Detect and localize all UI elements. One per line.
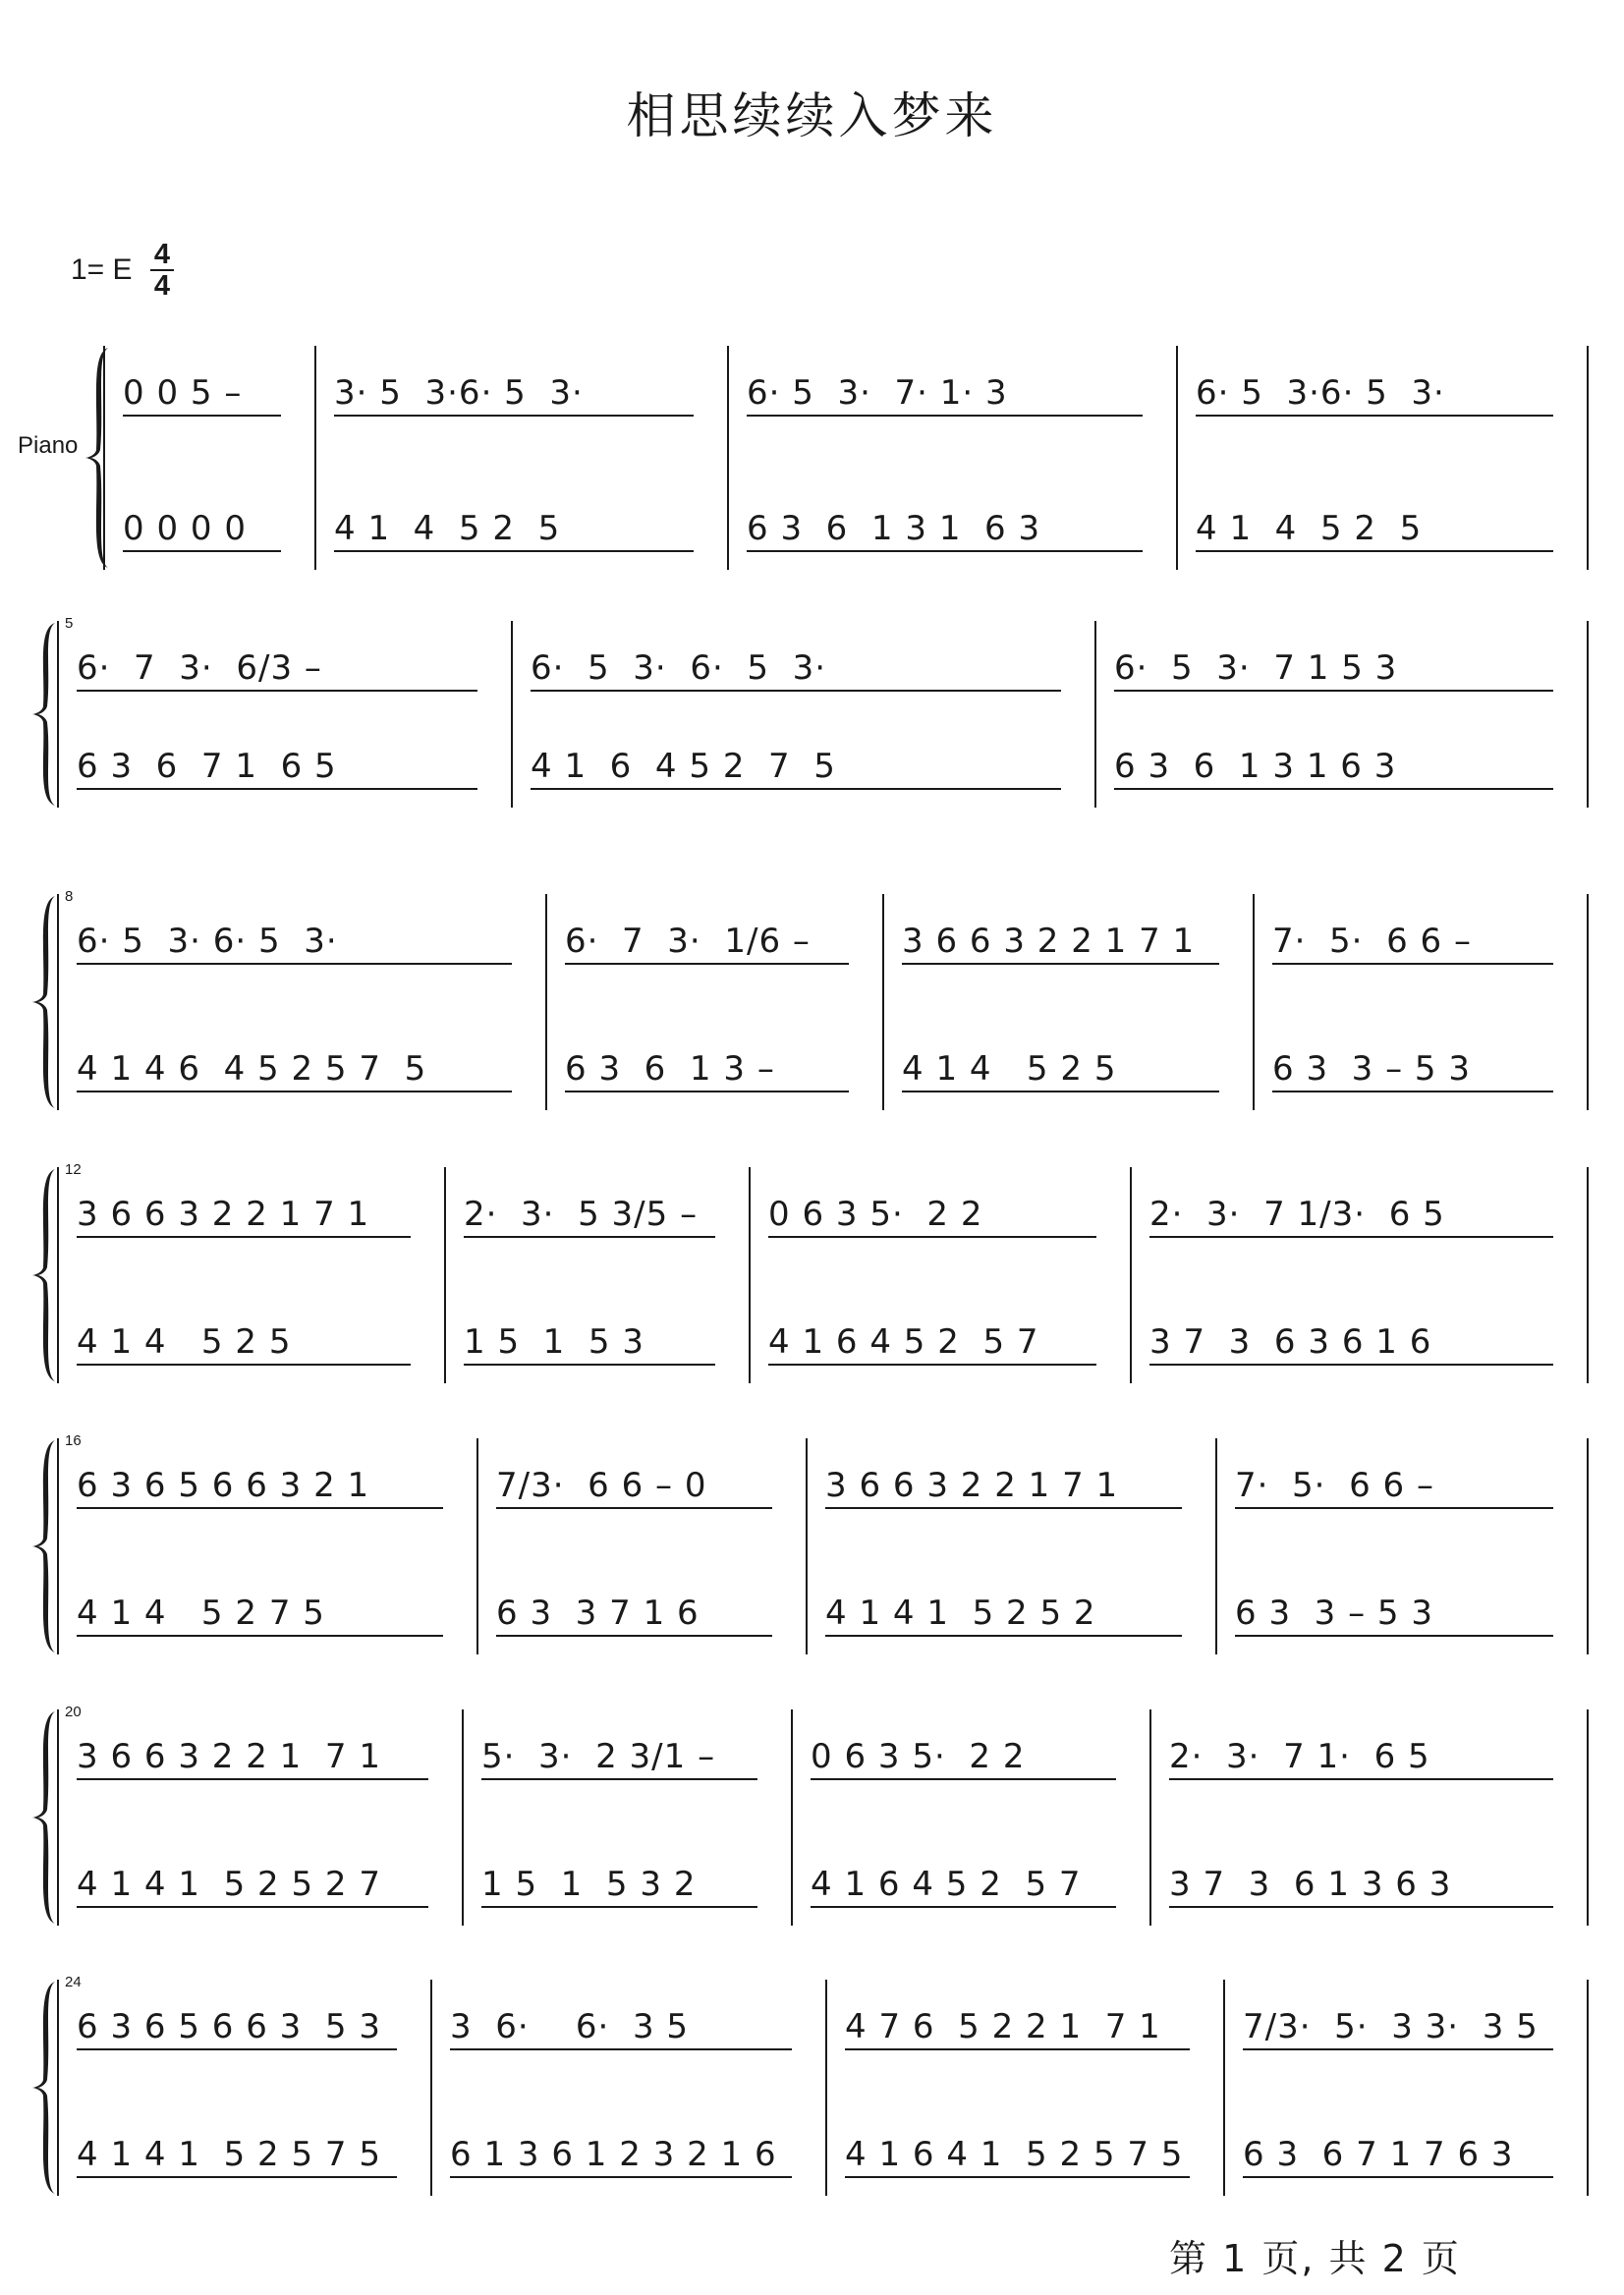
barline <box>1587 621 1589 808</box>
measure-number: 12 <box>65 1161 82 1178</box>
barline <box>103 346 105 570</box>
staff-system <box>0 615 1624 808</box>
bass-notes: 4 1 6 4 5 2 7 5 <box>531 747 836 786</box>
beam-line <box>1169 1906 1553 1908</box>
barline <box>57 1167 59 1383</box>
barline <box>462 1709 464 1926</box>
barline <box>57 894 59 1110</box>
beam-line <box>481 1906 757 1908</box>
barline <box>1587 346 1589 570</box>
beam-line <box>1149 1236 1553 1238</box>
beam-line <box>1149 1364 1553 1366</box>
treble-notes: 3· 5 3·6· 5 3· <box>334 373 584 413</box>
staff-system <box>0 346 1624 570</box>
measure-number: 16 <box>65 1432 82 1449</box>
staff-system <box>0 1704 1624 1926</box>
bass-notes: 6 3 6 1 3 – <box>565 1049 775 1089</box>
beam-line <box>747 415 1143 417</box>
beam-line <box>1235 1635 1553 1637</box>
beam-line <box>1235 1507 1553 1509</box>
beam-line <box>811 1906 1116 1908</box>
measure-number: 5 <box>65 615 74 632</box>
beam-line <box>565 963 849 965</box>
instrument-label: Piano <box>18 432 79 459</box>
treble-notes: 3 6 6 3 2 2 1 7 1 <box>825 1466 1119 1505</box>
bass-notes: 1 5 1 5 3 <box>464 1322 645 1362</box>
barline <box>749 1167 751 1383</box>
beam-line <box>481 1778 757 1780</box>
treble-notes: 7· 5· 6 6 – <box>1235 1466 1434 1505</box>
barline <box>57 1438 59 1654</box>
treble-notes: 3 6 6 3 2 2 1 7 1 <box>77 1737 381 1776</box>
bass-notes: 4 1 4 5 2 5 <box>77 1322 292 1362</box>
bass-notes: 6 1 3 6 1 2 3 2 1 6 <box>450 2135 777 2174</box>
beam-line <box>450 2048 792 2050</box>
bass-notes: 6 3 6 7 1 6 5 <box>77 747 337 786</box>
barline <box>57 621 59 808</box>
treble-notes: 6· 7 3· 6/3 – <box>77 648 322 688</box>
beam-line <box>1114 690 1553 692</box>
treble-notes: 6· 5 3· 7· 1· 3 <box>747 373 1008 413</box>
score-title: 相思续续入梦来 <box>626 87 998 144</box>
bass-notes: 1 5 1 5 3 2 <box>481 1865 697 1904</box>
bass-notes: 4 1 4 1 5 2 5 2 7 <box>77 1865 381 1904</box>
bass-notes: 4 1 4 5 2 5 <box>1196 509 1423 548</box>
beam-line <box>531 788 1061 790</box>
barline <box>1587 894 1589 1110</box>
bass-notes: 6 3 6 1 3 1 6 3 <box>747 509 1041 548</box>
beam-line <box>77 1778 428 1780</box>
beam-line <box>77 1635 443 1637</box>
bass-notes: 0 0 0 0 <box>123 509 247 548</box>
barline <box>1176 346 1178 570</box>
treble-notes: 6 3 6 5 6 6 3 2 1 <box>77 1466 370 1505</box>
bass-notes: 4 1 4 5 2 7 5 <box>77 1594 325 1633</box>
treble-notes: 2· 3· 7 1· 6 5 <box>1169 1737 1430 1776</box>
barline <box>430 1980 432 2196</box>
measure-number: 20 <box>65 1704 82 1720</box>
beam-line <box>77 963 512 965</box>
barline <box>882 894 884 1110</box>
bass-notes: 3 7 3 6 1 3 6 3 <box>1169 1865 1452 1904</box>
beam-line <box>77 690 477 692</box>
beam-line <box>123 415 281 417</box>
beam-line <box>77 2048 397 2050</box>
time-signature-top: 4 <box>153 239 171 270</box>
treble-notes: 6· 7 3· 1/6 – <box>565 922 811 961</box>
beam-line <box>1114 788 1553 790</box>
treble-notes: 7/3· 6 6 – 0 <box>496 1466 707 1505</box>
barline <box>1223 1980 1225 2196</box>
barline <box>314 346 316 570</box>
beam-line <box>768 1236 1096 1238</box>
measure-number: 24 <box>65 1974 82 1990</box>
beam-line <box>768 1364 1096 1366</box>
beam-line <box>334 550 694 552</box>
treble-notes: 0 6 3 5· 2 2 <box>768 1195 983 1234</box>
treble-notes: 3 6· 6· 3 5 <box>450 2007 690 2046</box>
barline <box>476 1438 478 1654</box>
barline <box>57 1709 59 1926</box>
treble-notes: 6· 5 3· 6· 5 3· <box>77 922 338 961</box>
treble-notes: 4 7 6 5 2 2 1 7 1 <box>845 2007 1161 2046</box>
bass-notes: 4 1 6 4 5 2 5 7 <box>768 1322 1039 1362</box>
beam-line <box>902 1091 1219 1092</box>
bass-notes: 4 1 4 1 5 2 5 7 5 <box>77 2135 381 2174</box>
beam-line <box>496 1635 772 1637</box>
beam-line <box>77 1236 411 1238</box>
barline <box>1215 1438 1217 1654</box>
treble-notes: 2· 3· 7 1/3· 6 5 <box>1149 1195 1445 1234</box>
barline <box>57 1980 59 2196</box>
barline <box>545 894 547 1110</box>
bass-notes: 4 1 4 5 2 5 <box>902 1049 1117 1089</box>
barline <box>825 1980 827 2196</box>
key-signature: 1= E <box>71 253 133 286</box>
staff-system <box>0 1161 1624 1383</box>
barline <box>444 1167 446 1383</box>
bass-notes: 4 1 4 5 2 5 <box>334 509 561 548</box>
beam-line <box>77 2176 397 2178</box>
treble-notes: 3 6 6 3 2 2 1 7 1 <box>77 1195 370 1234</box>
measure-number: 8 <box>65 888 74 905</box>
barline <box>1587 1709 1589 1926</box>
barline <box>727 346 729 570</box>
beam-line <box>825 1507 1182 1509</box>
beam-line <box>531 690 1061 692</box>
beam-line <box>464 1364 715 1366</box>
beam-line <box>845 2176 1190 2178</box>
barline <box>1130 1167 1132 1383</box>
beam-line <box>825 1635 1182 1637</box>
beam-line <box>496 1507 772 1509</box>
bass-notes: 4 1 4 1 5 2 5 2 <box>825 1594 1096 1633</box>
beam-line <box>77 1364 411 1366</box>
barline <box>1587 1980 1589 2196</box>
grand-staff-brace <box>77 346 116 570</box>
barline <box>1253 894 1255 1110</box>
treble-notes: 7/3· 5· 3 3· 3 5 <box>1243 2007 1539 2046</box>
beam-line <box>1272 1091 1553 1092</box>
barline <box>511 621 513 808</box>
bass-notes: 6 3 3 7 1 6 <box>496 1594 700 1633</box>
beam-line <box>1169 1778 1553 1780</box>
bass-notes: 6 3 3 – 5 3 <box>1235 1594 1434 1633</box>
treble-notes: 6· 5 3· 7 1 5 3 <box>1114 648 1398 688</box>
beam-line <box>1243 2048 1553 2050</box>
barline <box>1149 1709 1151 1926</box>
beam-line <box>77 1906 428 1908</box>
treble-notes: 5· 3· 2 3/1 – <box>481 1737 716 1776</box>
beam-line <box>1196 550 1553 552</box>
time-signature <box>149 240 175 301</box>
bass-notes: 4 1 6 4 1 5 2 5 7 5 <box>845 2135 1184 2174</box>
treble-notes: 6· 5 3·6· 5 3· <box>1196 373 1445 413</box>
beam-line <box>902 963 1219 965</box>
bass-notes: 3 7 3 6 3 6 1 6 <box>1149 1322 1432 1362</box>
treble-notes: 0 6 3 5· 2 2 <box>811 1737 1026 1776</box>
beam-line <box>565 1091 849 1092</box>
bass-notes: 6 3 6 1 3 1 6 3 <box>1114 747 1397 786</box>
barline <box>806 1438 808 1654</box>
beam-line <box>811 1778 1116 1780</box>
beam-line <box>464 1236 715 1238</box>
bass-notes: 6 3 3 – 5 3 <box>1272 1049 1472 1089</box>
time-signature-bottom: 4 <box>153 270 171 302</box>
barline <box>1587 1167 1589 1383</box>
beam-line <box>77 1507 443 1509</box>
beam-line <box>747 550 1143 552</box>
beam-line <box>77 1091 512 1092</box>
barline <box>1094 621 1096 808</box>
bass-notes: 6 3 6 7 1 7 6 3 <box>1243 2135 1514 2174</box>
beam-line <box>77 788 477 790</box>
beam-line <box>123 550 281 552</box>
beam-line <box>450 2176 792 2178</box>
staff-system <box>0 1974 1624 2196</box>
bass-notes: 4 1 6 4 5 2 5 7 <box>811 1865 1082 1904</box>
staff-system <box>0 1432 1624 1654</box>
beam-line <box>334 415 694 417</box>
treble-notes: 2· 3· 5 3/5 – <box>464 1195 699 1234</box>
beam-line <box>1243 2176 1553 2178</box>
treble-notes: 6 3 6 5 6 6 3 5 3 <box>77 2007 381 2046</box>
barline <box>791 1709 793 1926</box>
treble-notes: 3 6 6 3 2 2 1 7 1 <box>902 922 1196 961</box>
page-footer: 第 1 页, 共 2 页 <box>1169 2237 1461 2280</box>
bass-notes: 4 1 4 6 4 5 2 5 7 5 <box>77 1049 427 1089</box>
treble-notes: 6· 5 3· 6· 5 3· <box>531 648 827 688</box>
barline <box>1587 1438 1589 1654</box>
beam-line <box>845 2048 1190 2050</box>
treble-notes: 0 0 5 – <box>123 373 243 413</box>
beam-line <box>1272 963 1553 965</box>
beam-line <box>1196 415 1553 417</box>
treble-notes: 7· 5· 6 6 – <box>1272 922 1472 961</box>
staff-system <box>0 888 1624 1110</box>
